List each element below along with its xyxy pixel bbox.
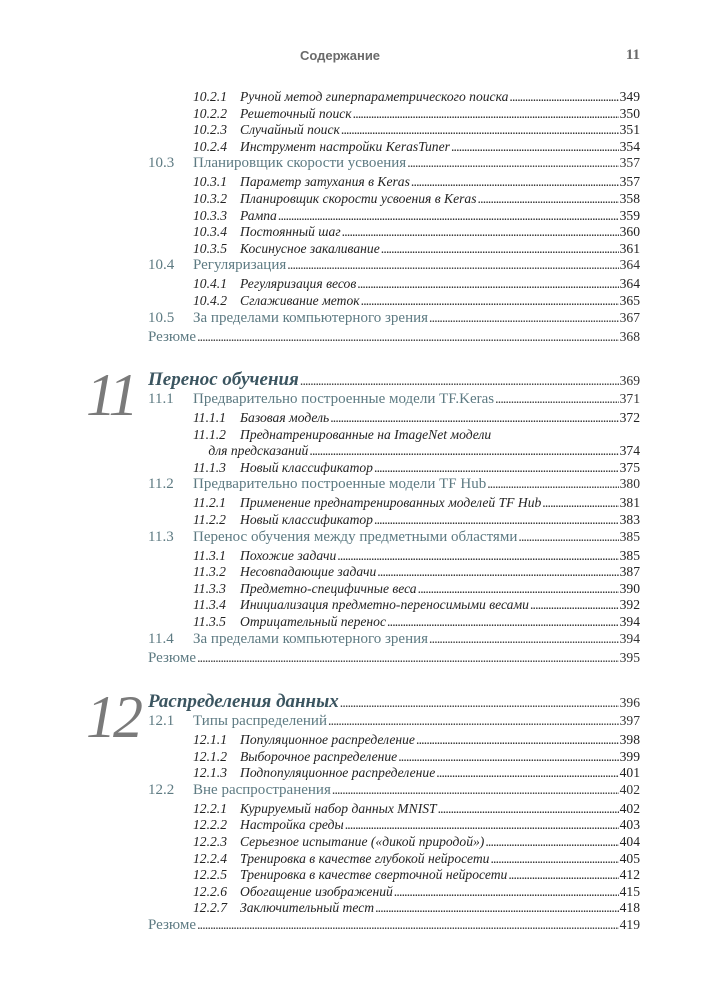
subsection-number-text: 10.2.3 (193, 122, 227, 138)
entry-page: 358 (619, 190, 640, 206)
subsection-entry[interactable] (148, 495, 640, 512)
section-number: 10.3 (148, 155, 175, 172)
dot-leader (438, 801, 619, 817)
subsection-number-text: 12.2.7 (193, 900, 227, 916)
entry-page: 371 (619, 391, 640, 406)
dot-leader (328, 713, 619, 729)
entry-page: 385 (619, 547, 640, 563)
entry-page: 399 (619, 748, 640, 764)
subsection-entry[interactable] (148, 224, 640, 241)
toc-block (148, 369, 640, 669)
page-number: 11 (625, 47, 640, 63)
chapter-number: 11 (86, 362, 136, 428)
subsection-number-text: 11.1.1 (193, 410, 226, 425)
dot-leader (542, 495, 618, 511)
entry-page: 375 (619, 459, 640, 475)
subsection-entry[interactable] (148, 241, 640, 258)
subsection-number-text: 11.1.2 (193, 426, 226, 442)
summary-entry[interactable] (148, 917, 640, 936)
subsection-number-text: 12.2.1 (193, 800, 227, 816)
entry-title: Курируемый набор данных MNIST (240, 800, 437, 816)
subsection-entry-continuation[interactable] (148, 443, 640, 460)
subsection-entry[interactable] (148, 597, 640, 614)
dot-leader (478, 191, 619, 207)
dot-leader (287, 257, 618, 273)
entry-page: 392 (619, 597, 640, 613)
section-number: 11.1 (148, 391, 174, 407)
subsection-entry[interactable] (148, 834, 640, 851)
entry-page: 387 (619, 564, 640, 580)
subsection-entry[interactable] (148, 174, 640, 191)
subsection-number-text: 10.3.5 (193, 240, 227, 256)
subsection-number-text: 11.1.3 (193, 459, 226, 475)
section-number: 12.2 (148, 781, 175, 798)
section-entry[interactable] (148, 631, 640, 650)
entry-title: Случайный поиск (240, 122, 340, 138)
subsection-number-text: 12.1.2 (193, 748, 227, 764)
running-header-title: Содержание (299, 48, 381, 63)
chapter-page: 396 (619, 695, 640, 710)
entry-title: Сглаживание меток (240, 292, 360, 308)
dot-leader (345, 817, 619, 833)
chapter-page: 369 (619, 373, 640, 388)
dot-leader (342, 224, 619, 240)
dot-leader (398, 749, 618, 765)
entry-page: 401 (619, 765, 640, 781)
subsection-entry[interactable] (148, 427, 640, 444)
subsection-entry[interactable] (148, 765, 640, 782)
summary-entry[interactable] (148, 650, 640, 669)
section-entry[interactable] (148, 257, 640, 276)
entry-page: 418 (619, 900, 640, 916)
entry-title: Отрицательный перенос (240, 613, 386, 629)
dot-leader (381, 241, 619, 257)
entry-title: Серьезное испытание («дикой природой») (240, 833, 485, 849)
entry-title: Ручной метод гиперпараметрического поиска (240, 89, 509, 104)
section-number: 10.5 (148, 309, 175, 326)
entry-page: 402 (619, 800, 640, 816)
subsection-entry[interactable] (148, 460, 640, 477)
entry-title: Решеточный поиск (240, 105, 352, 121)
chapter-entry[interactable] (148, 691, 640, 713)
toc-block (148, 89, 640, 348)
subsection-entry[interactable] (148, 122, 640, 139)
subsection-number-text: 11.2.2 (193, 511, 226, 527)
dot-leader (487, 476, 618, 492)
entry-title: Похожие задачи (240, 547, 337, 563)
dot-leader (394, 884, 619, 900)
subsection-entry[interactable] (148, 89, 640, 106)
summary-entry[interactable] (148, 329, 640, 348)
entry-page: 390 (619, 580, 640, 596)
dot-leader (300, 373, 619, 389)
subsection-entry[interactable] (148, 817, 640, 834)
section-entry[interactable] (148, 782, 640, 801)
dot-leader (429, 631, 619, 647)
dot-leader (197, 650, 619, 666)
subsection-entry[interactable] (148, 581, 640, 598)
entry-title: Постоянный шаг (240, 224, 341, 240)
subsection-number-text: 12.1.3 (193, 765, 227, 781)
subsection-entry[interactable] (148, 867, 640, 884)
entry-page: 359 (619, 207, 640, 223)
subsection-entry[interactable] (148, 614, 640, 631)
subsection-number-text: 11.2.1 (193, 495, 226, 511)
subsection-entry[interactable] (148, 276, 640, 293)
entry-page: 403 (619, 817, 640, 833)
entry-title: Базовая модель (240, 410, 330, 425)
section-entry[interactable] (148, 529, 640, 548)
section-entry[interactable] (148, 391, 640, 410)
entry-page: 383 (619, 511, 640, 527)
dot-leader (418, 581, 619, 597)
subsection-entry[interactable] (148, 801, 640, 818)
entry-page: 381 (619, 495, 640, 511)
entry-title: Резюме (148, 916, 197, 933)
section-entry[interactable] (148, 713, 640, 732)
subsection-number-text: 12.1.1 (193, 732, 227, 747)
subsection-entry[interactable] (148, 410, 640, 427)
section-entry[interactable] (148, 310, 640, 329)
dot-leader (377, 564, 618, 580)
entry-page: 350 (619, 105, 640, 121)
dot-leader (341, 122, 619, 138)
subsection-number-text: 12.2.3 (193, 833, 227, 849)
entry-title: Предметно-специфичные веса (240, 580, 417, 596)
dot-leader (530, 597, 619, 613)
subsection-entry[interactable] (148, 139, 640, 156)
subsection-entry[interactable] (148, 208, 640, 225)
subsection-number-text: 12.2.4 (193, 850, 227, 866)
entry-title: За пределами компьютерного зрения (193, 309, 429, 326)
entry-page: 374 (619, 443, 640, 459)
subsection-entry[interactable] (148, 293, 640, 310)
subsection-number-text: 11.3.5 (193, 613, 226, 629)
dot-leader (407, 155, 618, 171)
entry-page: 394 (619, 630, 640, 646)
dot-leader (332, 782, 619, 798)
entry-page: 372 (619, 410, 640, 425)
subsection-entry[interactable] (148, 564, 640, 581)
dot-leader (509, 89, 618, 105)
subsection-number-text: 10.3.4 (193, 224, 227, 240)
entry-page: 395 (619, 649, 640, 665)
entry-title: Тренировка в качестве глубокой нейросети (240, 850, 490, 866)
subsection-number-text: 11.3.3 (193, 580, 226, 596)
section-entry[interactable] (148, 155, 640, 174)
dot-leader (411, 174, 619, 190)
entry-title: Новый классификатор (240, 511, 373, 527)
entry-title: Инструмент настройки KerasTuner (240, 138, 450, 154)
subsection-entry[interactable] (148, 749, 640, 766)
section-entry[interactable] (148, 476, 640, 495)
entry-page: 380 (619, 476, 640, 492)
section-number: 11.4 (148, 630, 174, 647)
entry-title: Планировщик скорости усвоения (193, 155, 407, 172)
entry-page: 404 (619, 833, 640, 849)
entry-title: Тренировка в качестве сверточной нейросети (240, 867, 508, 883)
dot-leader (387, 614, 619, 630)
entry-page: 415 (619, 883, 640, 899)
entry-page: 385 (619, 528, 640, 544)
entry-title: Вне распространения (193, 781, 331, 798)
entry-title: Преднатренированные на ImageNet модели (240, 426, 492, 442)
entry-page: 351 (619, 122, 640, 138)
subsection-number-text: 11.3.1 (193, 547, 226, 563)
subsection-number-text: 10.3.1 (193, 174, 227, 190)
subsection-number-text: 10.2.4 (193, 138, 227, 154)
entry-title: Обогащение изображений (240, 883, 393, 899)
dot-leader (518, 529, 618, 545)
subsection-number-text: 10.3.3 (193, 207, 227, 223)
entry-title: Предварительно построенные модели TF Hub (193, 476, 487, 493)
entry-title: За пределами компьютерного зрения (193, 630, 429, 647)
entry-title: Новый классификатор (240, 459, 373, 475)
subsection-entry[interactable] (148, 191, 640, 208)
chapter-number: 12 (86, 684, 140, 750)
entry-page: 354 (619, 138, 640, 154)
entry-title: Заключительный тест (240, 900, 375, 916)
entry-title: Регуляризация (193, 257, 287, 274)
subsection-number-text: 12.2.5 (193, 867, 227, 883)
subsection-entry[interactable] (148, 106, 640, 123)
dot-leader (374, 460, 619, 476)
dot-leader (330, 410, 618, 426)
chapter-title: Перенос обучения (148, 369, 299, 390)
entry-page: 412 (619, 867, 640, 883)
subsection-number-text: 10.3.2 (193, 190, 227, 206)
dot-leader (340, 695, 619, 711)
entry-page: 357 (619, 174, 640, 190)
subsection-entry[interactable] (148, 900, 640, 917)
dot-leader (353, 106, 619, 122)
subsection-number-text: 10.2.2 (193, 105, 227, 121)
entry-title: Перенос обучения между предметными областями (193, 528, 518, 545)
toc-block (148, 691, 640, 936)
entry-page: 367 (619, 309, 640, 325)
entry-title: Подпопуляционное распределение (240, 765, 436, 781)
entry-page: 361 (619, 240, 640, 256)
subsection-number-text: 12.2.2 (193, 817, 227, 833)
subsection-number-text: 10.2.1 (193, 89, 227, 104)
dot-leader (337, 548, 618, 564)
entry-page: 419 (619, 916, 640, 932)
chapter-title: Распределения данных (148, 691, 339, 712)
section-number: 11.3 (148, 528, 174, 545)
entry-page: 357 (619, 155, 640, 171)
entry-title: Типы распределений (193, 713, 327, 729)
entry-title: Применение преднатренированных моделей TF Hub (240, 495, 542, 511)
dot-leader (197, 329, 619, 345)
entry-page: 398 (619, 732, 640, 747)
entry-title: Регуляризация весов (240, 276, 357, 292)
entry-title: Настройка среды (240, 817, 344, 833)
entry-page: 360 (619, 224, 640, 240)
section-number: 12.1 (148, 713, 175, 729)
entry-title: Выборочное распределение (240, 748, 398, 764)
subsection-number-text: 10.4.1 (193, 276, 227, 292)
chapter-entry[interactable] (148, 369, 640, 391)
dot-leader (197, 917, 619, 933)
dot-leader (485, 834, 618, 850)
entry-title: Косинусное закаливание (240, 240, 380, 256)
dot-leader (374, 512, 619, 528)
entry-title: Несовпадающие задачи (240, 564, 377, 580)
dot-leader (361, 293, 619, 309)
entry-page: 349 (619, 89, 640, 104)
subsection-entry[interactable] (148, 732, 640, 749)
entry-title: Рампа (240, 207, 277, 223)
entry-title: Инициализация предметно-переносимыми весами (240, 597, 529, 613)
section-number: 11.2 (148, 476, 174, 493)
entry-page: 402 (619, 781, 640, 797)
entry-page: 405 (619, 850, 640, 866)
dot-leader (357, 276, 618, 292)
subsection-number-text: 11.3.2 (193, 564, 226, 580)
entry-title: Резюме (148, 328, 197, 345)
dot-leader (309, 443, 618, 459)
entry-page: 364 (619, 257, 640, 273)
entry-page: 365 (619, 292, 640, 308)
dot-leader (375, 900, 619, 916)
subsection-number-text: 12.2.6 (193, 883, 227, 899)
section-number: 10.4 (148, 257, 175, 274)
dot-leader (495, 391, 618, 407)
subsection-entry[interactable] (148, 512, 640, 529)
entry-title-continuation: для предсказаний (208, 443, 309, 459)
entry-page: 368 (619, 328, 640, 344)
entry-title: Предварительно построенные модели TF.Keras (193, 391, 495, 407)
entry-title: Резюме (148, 649, 197, 666)
entry-page: 394 (619, 613, 640, 629)
dot-leader (416, 732, 619, 748)
subsection-number-text: 11.3.4 (193, 597, 226, 613)
subsection-entry[interactable] (148, 851, 640, 868)
entry-title: Популяционное распределение (240, 732, 415, 747)
entry-title: Планировщик скорости усвоения в Keras (240, 190, 477, 206)
entry-page: 364 (619, 276, 640, 292)
dot-leader (490, 851, 618, 867)
dot-leader (451, 139, 619, 155)
subsection-number-text: 10.4.2 (193, 292, 227, 308)
dot-leader (278, 208, 619, 224)
entry-page: 397 (619, 713, 640, 728)
subsection-entry[interactable] (148, 884, 640, 901)
dot-leader (508, 867, 618, 883)
entry-title: Параметр затухания в Keras (240, 174, 410, 190)
subsection-entry[interactable] (148, 548, 640, 565)
dot-leader (429, 310, 619, 326)
dot-leader (436, 765, 618, 781)
